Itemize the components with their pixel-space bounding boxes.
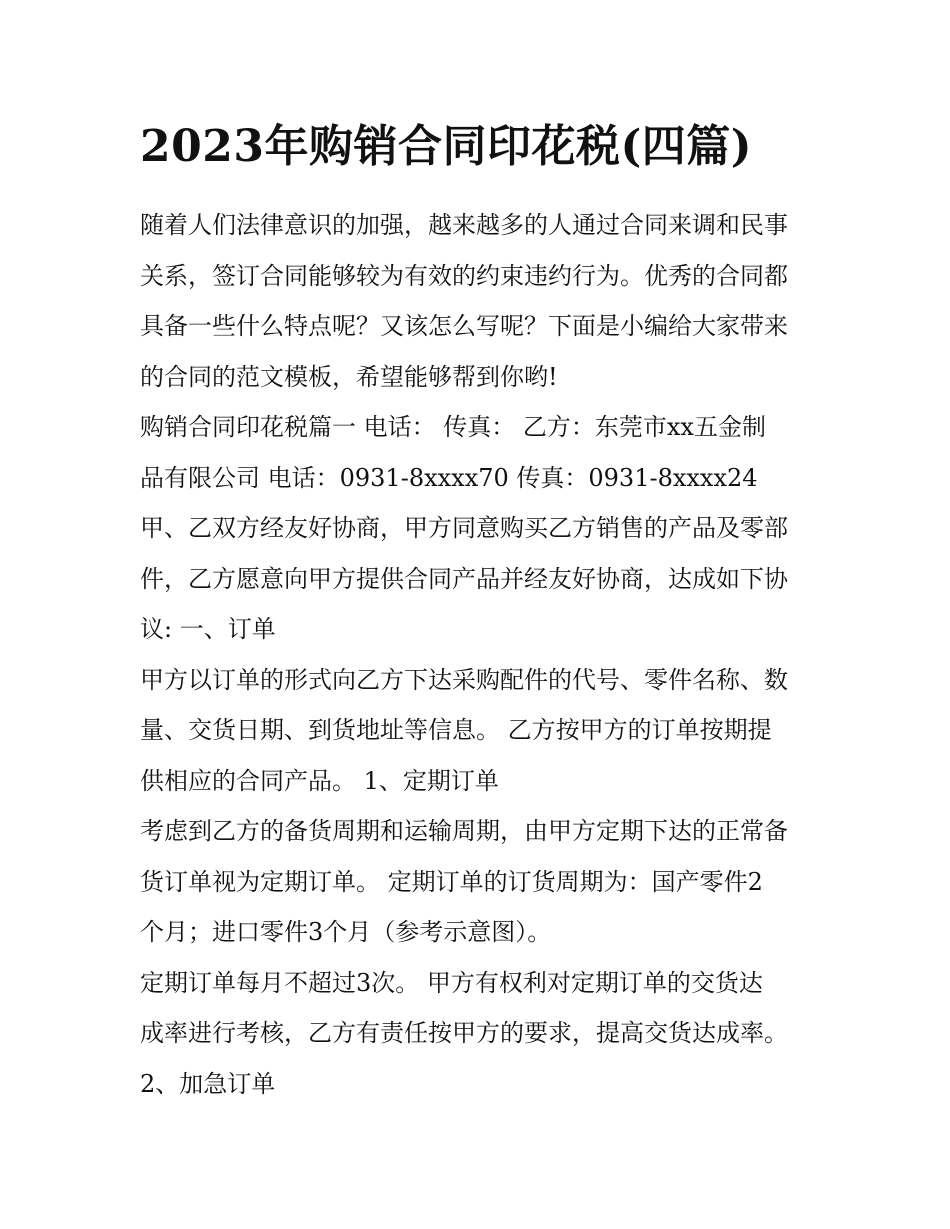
body-line-13: 考虑到乙方的备货周期和运输周期，由甲方定期下达的正常备 <box>140 817 788 845</box>
body-line-9: 议: 一、订单 <box>140 615 276 643</box>
document-title: 2023年购销合同印花税(四篇) <box>140 121 753 172</box>
body-line-6: 品有限公司 电话：0931-8xxxx70 传真：0931-8xxxx24 <box>140 463 758 492</box>
body-line-2: 关系，签订合同能够较为有效的约束违约行为。优秀的合同都 <box>140 261 788 290</box>
body-line-17: 成率进行考核，乙方有责任按甲方的要求，提高交货达成率。 <box>140 1019 788 1047</box>
body-line-3: 具备一些什么特点呢？又该怎么写呢？下面是小编给大家带来 <box>140 312 788 340</box>
body-line-14: 货订单视为定期订单。 定期订单的订货周期为：国产零件2 <box>140 867 763 896</box>
body-line-12: 供相应的合同产品。 1、定期订单 <box>140 766 499 795</box>
body-line-10: 甲方以订单的形式向乙方下达采购配件的代号、零件名称、数 <box>140 665 788 694</box>
body-line-11: 量、交货日期、到货地址等信息。 乙方按甲方的订单按期提 <box>140 716 772 744</box>
body-line-1: 随着人们法律意识的加强，越来越多的人通过合同来调和民事 <box>140 211 788 239</box>
document-body <box>140 200 820 1109</box>
body-line-8: 件，乙方愿意向甲方提供合同产品并经友好协商，达成如下协 <box>140 564 788 593</box>
body-line-18: 2、加急订单 <box>140 1069 276 1098</box>
body-line-15: 个月；进口零件3个月（参考示意图）。 <box>140 918 552 946</box>
body-line-16: 定期订单每月不超过3次。 甲方有权利对定期订单的交货达 <box>140 968 763 997</box>
body-line-5: 购销合同印花税篇一 电话： 传真： 乙方：东莞市xx五金制 <box>140 413 766 441</box>
body-line-4: 的合同的范文模板，希望能够帮到你哟! <box>140 362 558 391</box>
body-line-7: 甲、乙双方经友好协商，甲方同意购买乙方销售的产品及零部 <box>140 514 788 542</box>
